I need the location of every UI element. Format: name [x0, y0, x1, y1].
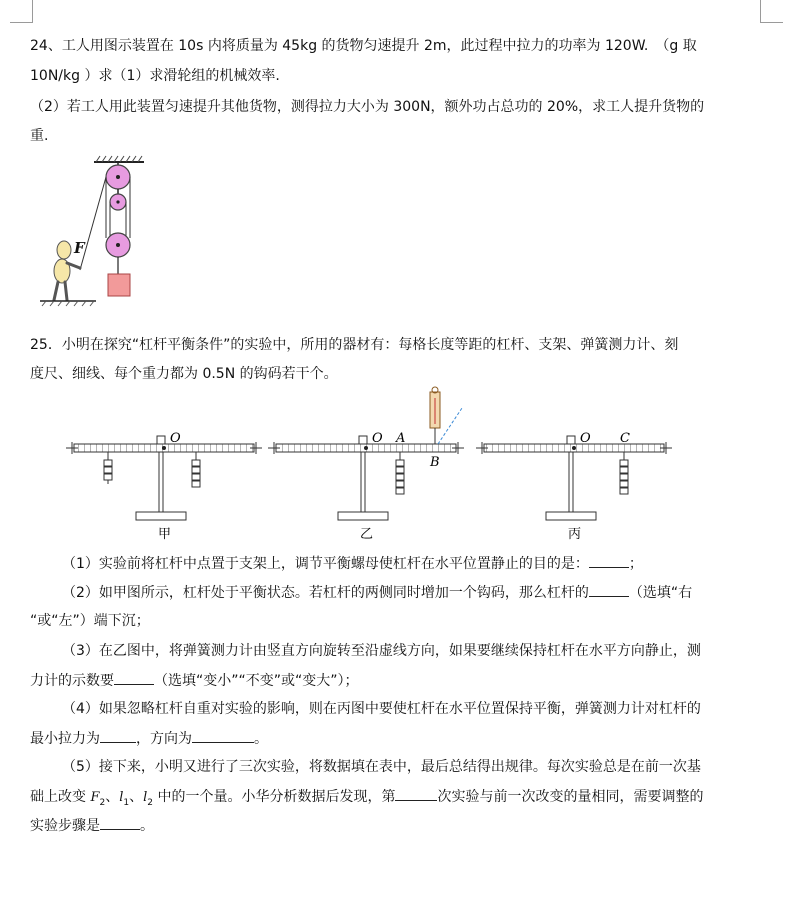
q25-p5-sep1: 、: [105, 789, 120, 805]
answer-blank-5a[interactable]: [395, 786, 437, 801]
caption-jia: 甲: [158, 527, 172, 542]
q25-p5-line3-pre: 实验步骤是: [30, 818, 100, 834]
q25-p4-tail: 。: [254, 731, 268, 747]
symbol-l1-sub: 1: [123, 797, 130, 808]
q24-line-1: 24、工人用图示装置在 10s 内将质量为 45kg 的货物匀速提升 2m，此过程中拉力的功率为 120W. （g 取: [30, 38, 697, 54]
yi-label-A: A: [396, 431, 406, 446]
worker-head: [57, 241, 71, 259]
q25-p3-pre: 力计的示数要: [30, 673, 114, 689]
q25-p5-line-2: [30, 786, 703, 813]
q25-p5-mid: 中的一个量。小华分析数据后发现，第: [153, 789, 396, 805]
q25-p4-line-2: [30, 728, 268, 749]
symbol-l2-sub: 2: [147, 797, 154, 808]
q24-line-4: 重.: [30, 128, 49, 144]
q25-part-4: （4）如果忽略杠杆自重对实验的影响，则在丙图中要使杠杆在水平位置保持平衡，弹簧测力计对杠杆的: [62, 701, 701, 717]
caption-bing: 丙: [568, 527, 582, 542]
q25-p3-tail: （选填“变小”“不变”或“变大”）；: [154, 673, 359, 689]
symbol-F2-sub: 2: [99, 797, 106, 808]
q25-line-1: 25．小明在探究“杠杆平衡条件”的实验中，所用的器材有：每格长度等距的杠杆、支架、弹簧测力计、刻: [30, 337, 679, 353]
answer-blank-5b[interactable]: [100, 815, 140, 830]
q25-line-2: 度尺、细线、每个重力都为 0.5N 的钩码若干个。: [30, 366, 338, 382]
q25-p2-line-2: “或“左”）端下沉；: [30, 613, 150, 629]
q25-p2-tail: （选填“右: [628, 585, 693, 601]
q25-p5-sep2: 、: [129, 789, 144, 805]
q25-part-1: [62, 553, 643, 574]
symbol-l2: l: [143, 790, 148, 805]
answer-blank-4a[interactable]: [100, 728, 136, 743]
bing-label-C: C: [620, 431, 630, 446]
answer-blank-2[interactable]: [589, 582, 629, 597]
yi-pivot-O: O: [372, 431, 383, 446]
q25-p5-pre: 础上改变: [30, 789, 91, 805]
answer-blank-1[interactable]: [589, 553, 629, 568]
q25-p5-line3-tail: 。: [140, 818, 154, 834]
lever-figures: [60, 386, 680, 546]
q24-line-2: 10N/kg ）求（1）求滑轮组的机械效率.: [30, 68, 280, 84]
bing-pivot-O: O: [580, 431, 591, 446]
symbol-l1: l: [119, 790, 124, 805]
q25-p5-line-3: [30, 815, 154, 836]
yi-label-B: B: [430, 455, 440, 470]
q24-line-3: （2）若工人用此装置匀速提升其他货物，测得拉力大小为 300N，额外功占总功的 20%，求工人提升货物的: [30, 99, 705, 115]
q25-part-2: [62, 582, 692, 603]
q25-p1-text: （1）实验前将杠杆中点置于支架上，调节平衡螺母使杠杆在水平位置静止的目的是：: [62, 556, 589, 572]
q25-p5-tail: 次实验与前一次改变的量相同，需要调整的: [437, 789, 704, 805]
q25-p4-mid: ，方向为: [136, 731, 192, 747]
lever-yi: [268, 387, 464, 542]
cargo-block: [108, 274, 130, 296]
force-label-F: F: [74, 239, 85, 257]
q25-part-5: （5）接下来，小明又进行了三次实验，将数据填在表中，最后总结得出规律。每次实验总是在前一次基: [62, 759, 701, 775]
answer-blank-3[interactable]: [114, 670, 154, 685]
pulley-figure: [36, 150, 166, 320]
q25-p1-tail: ；: [628, 556, 643, 572]
page-corner-mark-left: [10, 0, 33, 23]
jia-pivot-O: O: [170, 431, 181, 446]
q25-part-3: （3）在乙图中，将弹簧测力计由竖直方向旋转至沿虚线方向，如果要继续保持杠杆在水平方向静止，测: [62, 643, 701, 659]
q25-p4-pre: 最小拉力为: [30, 731, 100, 747]
q25-p2-text: （2）如甲图所示，杠杆处于平衡状态。若杠杆的两侧同时增加一个钩码，那么杠杆的: [62, 585, 589, 601]
page-corner-mark-right: [760, 0, 783, 23]
lever-bing: [476, 431, 672, 542]
symbol-F2: F: [90, 790, 100, 805]
answer-blank-4b[interactable]: [192, 728, 254, 743]
caption-yi: 乙: [360, 527, 374, 542]
lever-jia: [66, 431, 262, 542]
q25-p3-line-2: [30, 670, 359, 691]
